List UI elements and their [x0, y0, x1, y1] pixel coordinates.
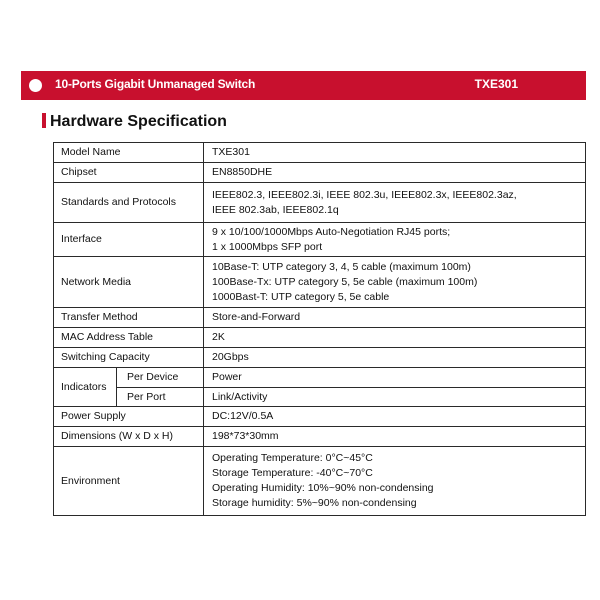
spec-label: Environment: [54, 447, 204, 516]
spec-label: Network Media: [54, 257, 204, 308]
spec-label: Chipset: [54, 163, 204, 183]
spec-value: EN8850DHE: [204, 163, 586, 183]
spec-label: Indicators: [54, 368, 117, 407]
spec-sublabel: Per Device: [117, 368, 204, 388]
section-heading: [42, 113, 227, 131]
spec-label: Transfer Method: [54, 308, 204, 328]
spec-value: 198*73*30mm: [204, 427, 586, 447]
spec-value: [204, 183, 586, 223]
table-row: [54, 328, 586, 348]
table-row: [54, 407, 586, 427]
value-line: 1000Bast-T: UTP category 5, 5e cable: [212, 290, 390, 303]
table-row: [54, 447, 586, 516]
banner-model: TXE301: [474, 77, 518, 91]
value-line: 1 x 1000Mbps SFP port: [212, 240, 323, 253]
heading-accent-bar: [42, 113, 46, 128]
spec-value: DC:12V/0.5A: [204, 407, 586, 427]
table-row: [54, 427, 586, 447]
value-line: Storage humidity: 5%~90% non-condensing: [212, 497, 417, 509]
spec-label: Interface: [54, 223, 204, 257]
banner-title: 10-Ports Gigabit Unmanaged Switch: [55, 77, 256, 91]
spec-value: 2K: [204, 328, 586, 348]
value-line: Operating Humidity: 10%~90% non-condensing: [212, 482, 434, 494]
value-line: Storage Temperature: -40°C~70°C: [212, 467, 373, 479]
table-row: [54, 223, 586, 257]
value-line: 100Base-Tx: UTP category 5, 5e cable (maximum 100m): [212, 275, 478, 288]
spec-value: Link/Activity: [204, 388, 586, 407]
table-row: [54, 348, 586, 368]
spec-value: [204, 257, 586, 308]
spec-label: Power Supply: [54, 407, 204, 427]
value-line: 9 x 10/100/1000Mbps Auto-Negotiation RJ45 ports;: [212, 225, 451, 238]
value-line: IEEE 802.3ab, IEEE802.1q: [212, 203, 339, 216]
table-row: [54, 183, 586, 223]
table-row: [54, 143, 586, 163]
value-line: Operating Temperature: 0°C~45°C: [212, 452, 373, 464]
value-line: 10Base-T: UTP category 3, 4, 5 cable (maximum 100m): [212, 260, 471, 273]
spec-value: [204, 223, 586, 257]
spec-value: Power: [204, 368, 586, 388]
table-row: [54, 368, 586, 388]
spec-value: 20Gbps: [204, 348, 586, 368]
spec-label: MAC Address Table: [54, 328, 204, 348]
spec-label: Dimensions (W x D x H): [54, 427, 204, 447]
table-row: [54, 308, 586, 328]
product-banner: [21, 71, 586, 100]
spec-label: Model Name: [54, 143, 204, 163]
spec-value: Store-and-Forward: [204, 308, 586, 328]
bullet-circle-icon: [29, 79, 42, 92]
table-row: [54, 388, 586, 407]
spec-label: Switching Capacity: [54, 348, 204, 368]
table-row: [54, 257, 586, 308]
value-line: IEEE802.3, IEEE802.3i, IEEE 802.3u, IEEE802.3x, IEEE802.3az,: [212, 188, 517, 201]
spec-sublabel: Per Port: [117, 388, 204, 407]
spec-value: [204, 447, 586, 516]
spec-table: [53, 142, 586, 516]
spec-value: TXE301: [204, 143, 586, 163]
section-title: Hardware Specification: [50, 113, 227, 130]
table-row: [54, 163, 586, 183]
spec-label: Standards and Protocols: [54, 183, 204, 223]
